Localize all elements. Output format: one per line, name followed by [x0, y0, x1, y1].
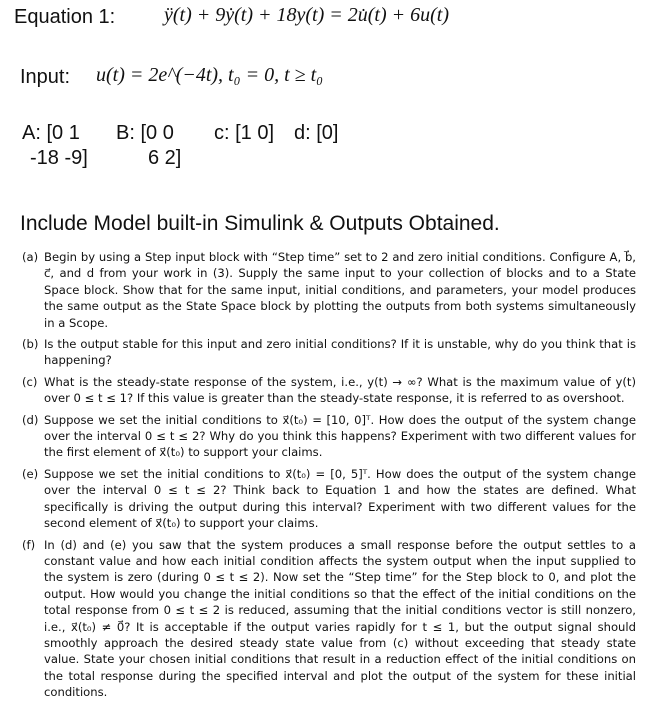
part-text: Begin by using a Step input block with “Step time” set to 2 and zero initial conditions. Configure A, b⃗, c⃗, and d from your work in (3). Supply the same input to your collection of blocks and to a State Space block. Show that for the same input, initial conditions, and parameters, your model produces the same output as the State Space block by plotting the outputs from both systems simultaneously in a Scope.: [44, 250, 636, 330]
matrix-b-row1: B: [0 0: [116, 122, 174, 144]
input-expression: u(t) = 2e^(−4t), t₀ = 0, t ≥ t₀: [96, 64, 324, 86]
part-text: In (d) and (e) you saw that the system produces a small response before the output settles to a constant value and how each initial condition affects the system output when the input supplied to the system is zero (during 0 ≤ t ≤ 2). Now set the “Step time” for the Step block to 0, and plot the output. How would you change the initial conditions so that the effect of the initial conditions on the total response from 0 ≤ t ≤ 2 is reduced, assuming that the initial conditions vector is still nonzero, i.e., x⃗(t₀) ≠ 0⃗? It is acceptable if the output varies rapidly for t ≤ 1, but the output signal should smoothly approach the desired steady state value from (c) without exceeding that steady state value. State your chosen initial conditions that result in a reduction effect of the initial conditions on the total response during the specified interval and plot the output of the system for these initial conditions.: [44, 537, 636, 700]
part-text: Suppose we set the initial conditions to x⃗(t₀) = [10, 0]ᵀ. How does the output of the system change over the interval 0 ≤ t ≤ 2? Why do you think this happens? Experiment with two different values for the first element of x⃗(t₀) to support your claims.: [44, 412, 636, 460]
question-part-f: [22, 537, 636, 701]
matrix-c: c: [1 0]: [214, 122, 275, 144]
equation-label: Equation 1:: [14, 6, 116, 28]
part-label: (e): [22, 466, 39, 481]
question-parts: [22, 249, 636, 706]
part-text: What is the steady-state response of the system, i.e., y(t) → ∞? What is the maximum value of y(t) over 0 ≤ t ≤ 1? If this value is greater than the steady-state response, it is referred to as overshoot.: [44, 374, 636, 406]
matrix-a-row2: -18 -9]: [30, 147, 88, 169]
matrix-a-row1: A: [0 1: [22, 122, 80, 144]
section-title: Include Model built-in Simulink & Outputs Obtained.: [20, 212, 500, 235]
part-text: Is the output stable for this input and zero initial conditions? If it is unstable, why do you think that is happening?: [44, 337, 636, 368]
question-part-d: [22, 412, 636, 461]
matrix-b: [116, 121, 181, 171]
matrix-b-row2: 6 2]: [148, 147, 182, 169]
matrix-d: d: [0]: [294, 122, 339, 144]
matrix-a: [22, 121, 88, 171]
equation-expression: ÿ(t) + 9ẏ(t) + 18y(t) = 2u̇(t) + 6u(t): [164, 4, 449, 26]
part-label: (f): [22, 537, 36, 552]
question-part-a: [22, 249, 636, 331]
part-label: (a): [22, 250, 39, 264]
part-label: (b): [22, 337, 39, 352]
question-part-e: [22, 466, 636, 532]
part-label: (d): [22, 412, 39, 427]
part-label: (c): [22, 374, 38, 389]
question-part-c: [22, 374, 636, 407]
question-part-b: [22, 336, 636, 369]
part-text: Suppose we set the initial conditions to x⃗(t₀) = [0, 5]ᵀ. How does the output of the system change over the interval 0 ≤ t ≤ 2? Think back to Equation 1 and how the states are defined. What specifically is driving the output during this interval? Experiment with two different values for the second element of x⃗(t₀) to support your claims.: [44, 466, 636, 531]
input-label: Input:: [20, 66, 71, 88]
